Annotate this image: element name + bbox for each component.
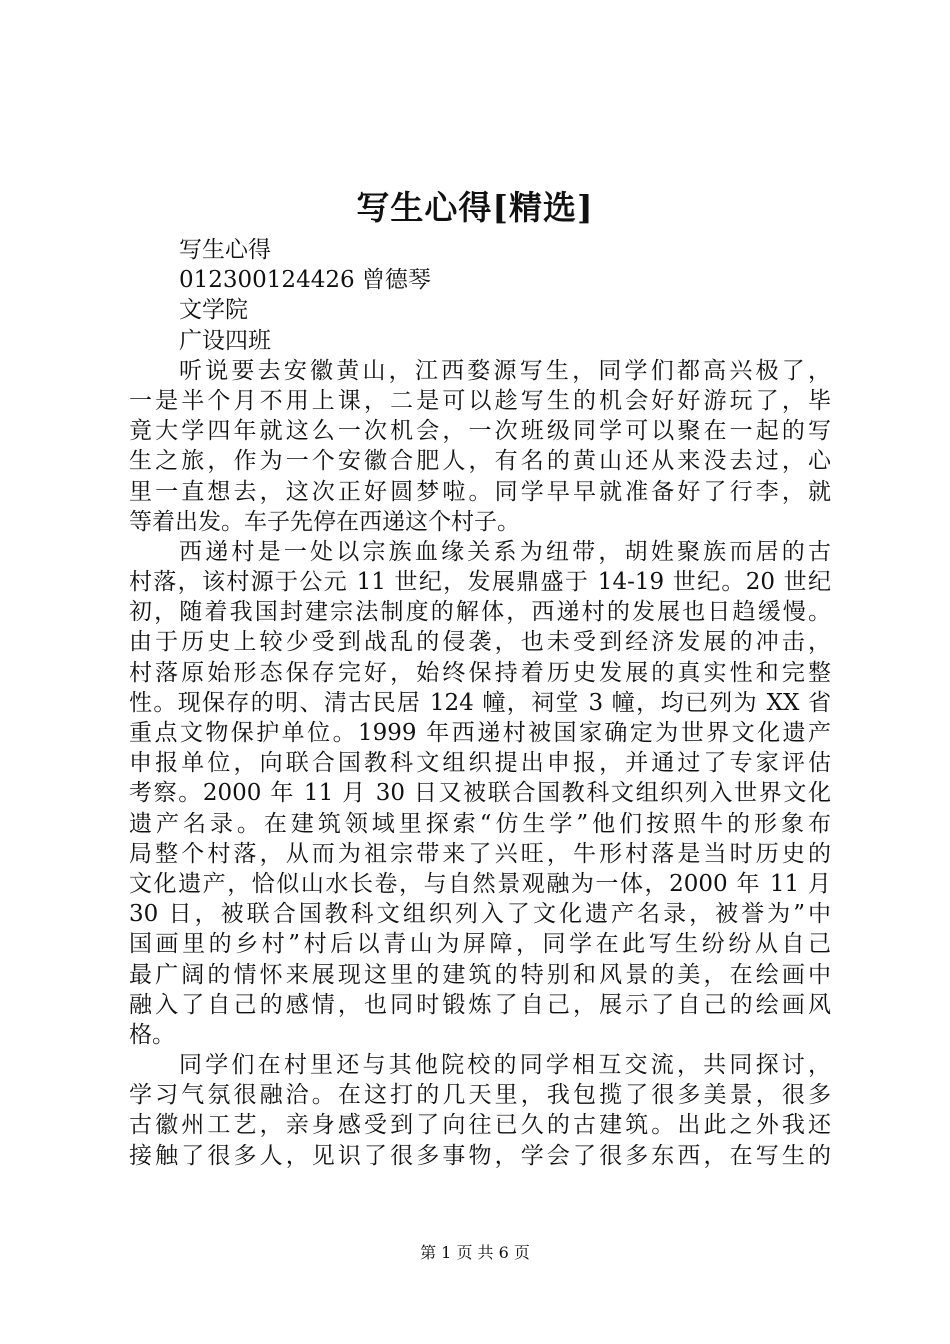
paragraph-line: 初，随着我国封建宗法制度的解体，西递村的发展也日趋缓慢。: [129, 599, 831, 626]
paragraph-line: 国画里的乡村”村后以青山为屏障，同学在此写生纷纷从自己: [129, 931, 831, 958]
paragraph-line: 最广阔的情怀来展现这里的建筑的特别和风景的美，在绘画中: [129, 961, 831, 988]
paragraph-line: 遗产名录。在建筑领域里探索“仿生学”他们按照牛的形象布: [129, 810, 831, 837]
document-body: [129, 235, 831, 1171]
paragraph-line: 由于历史上较少受到战乱的侵袭，也未受到经济发展的冲击，: [129, 629, 831, 656]
paragraph-line: 局整个村落，从而为祖宗带来了兴旺，牛形村落是当时历史的: [129, 840, 831, 867]
paragraph-line: 格。: [129, 1021, 175, 1048]
paragraph-line: 竟大学四年就这么一次机会，一次班级同学可以聚在一起的写: [129, 418, 831, 445]
paragraph-line: 等着出发。车子先停在西递这个村子。: [129, 508, 520, 535]
paragraph-line: 申报单位，向联合国教科文组织提出申报，并通过了专家评估: [129, 750, 831, 777]
paragraph-line: 一是半个月不用上课，二是可以趁写生的机会好好游玩了，毕: [129, 387, 831, 414]
paragraph-line: 西递村是一处以宗族血缘关系为纽带，胡姓聚族而居的古: [179, 538, 831, 565]
paragraph-line: 生之旅，作为一个安徽合肥人，有名的黄山还从来没去过，心: [129, 448, 831, 475]
paragraph-line: 学习气氛很融洽。在这打的几天里，我包揽了很多美景，很多: [129, 1082, 831, 1109]
document-title: 写生心得[精选]: [356, 188, 594, 227]
header-line-student: 012300124426 曾德琴: [179, 267, 431, 294]
paragraph-2: [129, 537, 831, 1050]
paragraph-line: 重点文物保护单位。1999 年西递村被国家确定为世界文化遗产: [129, 720, 831, 746]
paragraph-line: 村落原始形态保存完好，始终保持着历史发展的真实性和完整: [129, 659, 831, 686]
header-line-college: 文学院: [179, 297, 248, 324]
paragraph-line: 性。现保存的明、清古民居 124 幢，祠堂 3 幢，均已列为 XX 省: [129, 689, 831, 716]
paragraph-line: 文化遗产，恰似山水长卷，与自然景观融为一体，2000 年 11 月: [129, 870, 831, 897]
paragraph-3: [129, 1050, 831, 1171]
paragraph-line: 听说要去安徽黄山，江西婺源写生，同学们都高兴极了，: [179, 357, 831, 384]
paragraph-line: 村落，该村源于公元 11 世纪，发展鼎盛于 14-19 世纪。20 世纪: [129, 569, 831, 596]
header-line-title: 写生心得: [179, 237, 271, 263]
header-line-class: 广设四班: [179, 327, 271, 354]
paragraph-line: 融入了自己的感情，也同时锻炼了自己，展示了自己的绘画风: [129, 991, 831, 1018]
paragraph-1: [129, 356, 831, 537]
paragraph-line: 古徽州工艺，亲身感受到了向往已久的古建筑。出此之外我还: [129, 1112, 831, 1139]
paragraph-line: 考察。2000 年 11 月 30 日又被联合国教科文组织列入世界文化: [129, 780, 831, 807]
paragraph-line: 里一直想去，这次正好圆梦啦。同学早早就准备好了行李，就: [129, 478, 831, 505]
page-footer: 第 1 页 共 6 页: [420, 1243, 530, 1262]
paragraph-line: 同学们在村里还与其他院校的同学相互交流，共同探讨，: [179, 1052, 831, 1079]
paragraph-line: 接触了很多人，见识了很多事物，学会了很多东西，在写生的: [129, 1142, 831, 1169]
paragraph-line: 30 日，被联合国教科文组织列入了文化遗产名录，被誉为”中: [129, 901, 831, 928]
